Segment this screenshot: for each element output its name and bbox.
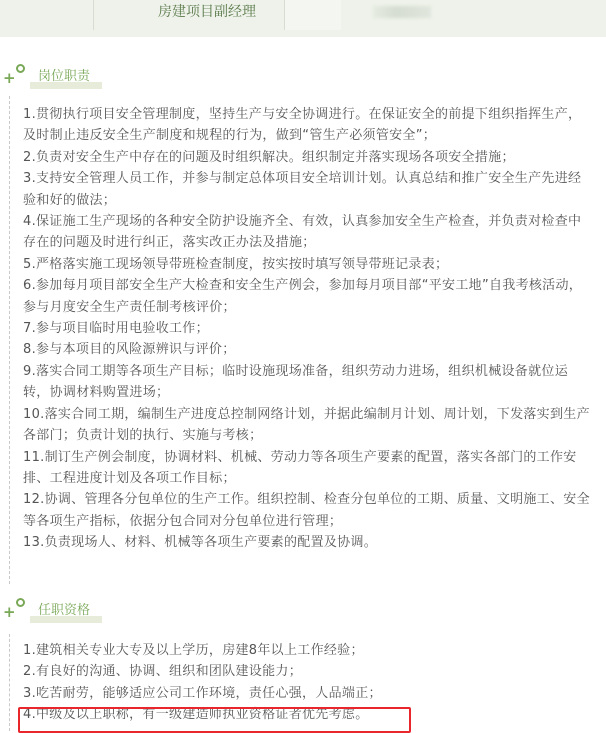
list-item: 4.保证施工生产现场的各种安全防护设施齐全、有效，认真参加安全生产检查，并负责对检查中存在的问题及时进行纠正，落实改正办法及措施； (23, 214, 582, 251)
plus-icon: + (3, 69, 16, 87)
list-item: 1.建筑相关专业大专及以上学历，房建8年以上工作经验； (23, 643, 364, 658)
list-item: 10.落实合同工期，编制生产进度总控制网络计划，并据此编制月计划、周计划，下发落实到生产各部门；负责计划的执行、实施与考核； (23, 406, 590, 444)
circle-icon (16, 64, 25, 73)
list-item: 6.参加每月项目部安全生产大检查和安全生产例会，参加每月项目部“平安工地”自我考核活动，参与月度安全生产责任制考核评价； (23, 278, 583, 315)
list-item: 3.吃苦耐劳，能够适应公司工作环境，责任心强，人品端正； (23, 685, 382, 701)
blurred-text (373, 6, 431, 18)
header-cell (285, 0, 341, 30)
list-item: 1.贯彻执行项目安全管理制度，坚持生产与安全协调进行。在保证安全的前提下组织指挥生产，及时制止违反安全生产制度和规程的行为，做到“管生产必须管安全”； (23, 107, 582, 144)
list-item: 5.严格落实施工现场领导带班检查制度，按实按时填写领导带班记录表； (23, 256, 449, 272)
highlight-annotation-box (18, 707, 411, 733)
job-header-bar (0, 0, 606, 37)
header-divider (93, 0, 94, 30)
list-item: 13.负责现场人、材料、机械等各项生产要素的配置及协调。 (23, 535, 378, 551)
list-item: 2.有良好的沟通、协调、组织和团队建设能力； (23, 664, 303, 680)
job-title: 房建项目副经理 (158, 4, 256, 20)
list-item: 12.协调、管理各分包单位的生产工作。组织控制、检查分包单位的工期、质量、文明施工、安全等各项生产指标，依据分包合同对分包单位进行管理； (23, 492, 590, 529)
section-header-duties (0, 62, 120, 92)
duties-list (23, 104, 593, 554)
section-header-qualifications (0, 596, 120, 626)
list-item: 4.中级及以上职称，有一级建造师执业资格证者优先考虑。 (23, 707, 369, 723)
section-title: 任职资格 (38, 603, 91, 618)
plus-icon: + (3, 603, 16, 621)
list-item: 2.负责对安全生产中存在的问题及时组织解决。组织制定并落实现场各项安全措施； (23, 149, 515, 165)
list-item: 9.落实合同工期等各项生产目标；临时设施现场准备，组织劳动力进场，组织机械设备就位运转，协调材料购置进场； (23, 363, 569, 401)
circle-icon (16, 598, 25, 607)
section-title: 岗位职责 (38, 69, 91, 84)
list-item: 8.参与本项目的风险源辨识与评价； (23, 342, 236, 358)
list-item: 7.参与项目临时用电验收工作； (23, 321, 209, 337)
list-item: 11.制订生产例会制度，协调材料、机械、劳动力等各项生产要素的配置，落实各部门的工作安排、工程进度计划及各项工作目标； (23, 449, 577, 486)
list-item: 3.支持安全管理人员工作，并参与制定总体项目安全培训计划。认真总结和推广安全生产先进经验和好的做法； (23, 171, 582, 208)
